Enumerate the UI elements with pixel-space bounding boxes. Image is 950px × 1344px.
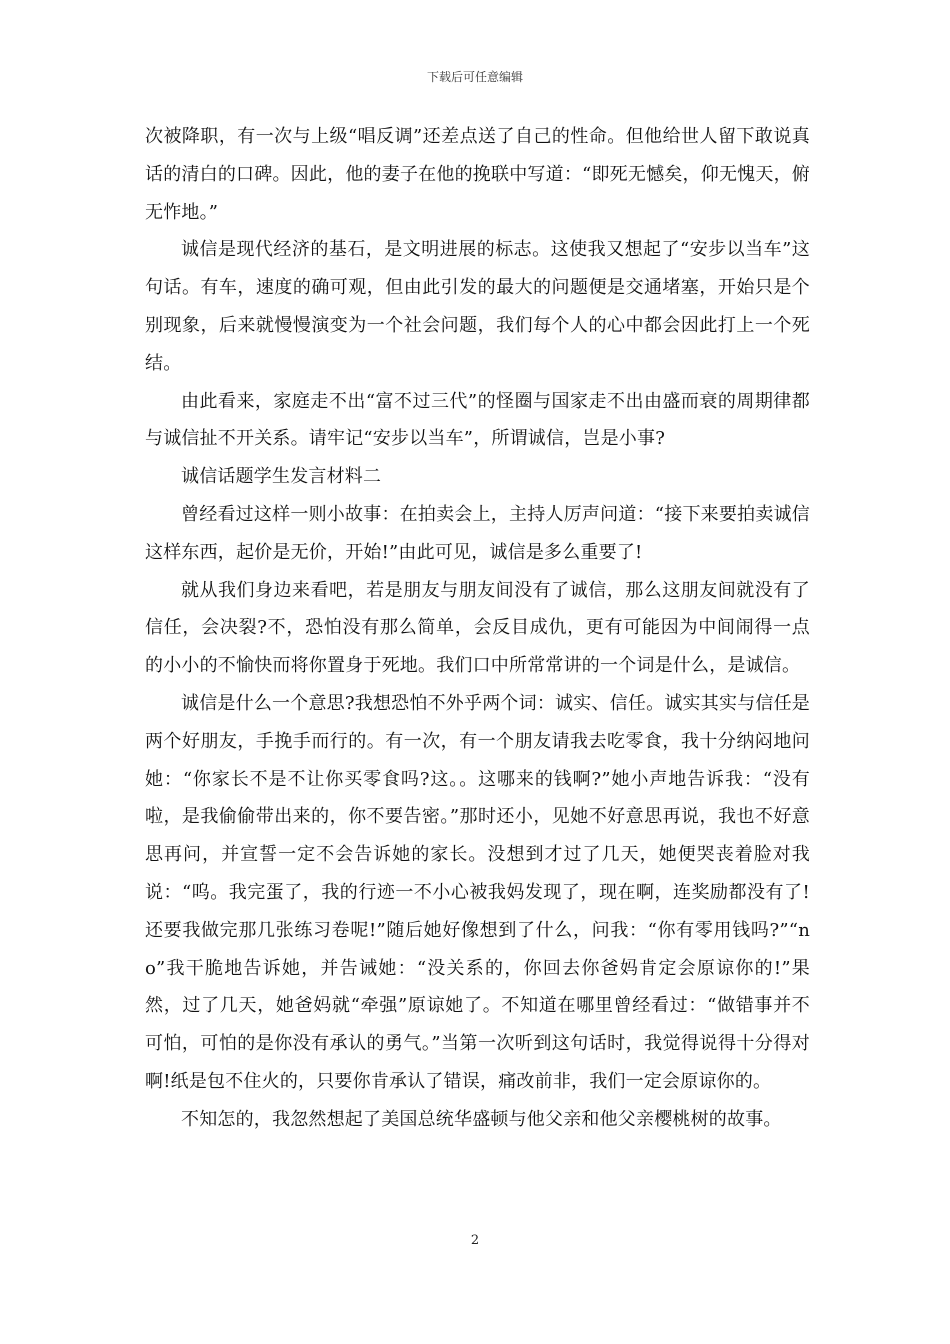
- paragraph: 不知怎的，我忽然想起了美国总统华盛顿与他父亲和他父亲樱桃树的故事。: [181, 1108, 782, 1130]
- paragraph: 诚信是什么一个意思?我想恐怕不外乎两个词：诚实、信任。诚实其实与信任是两个好朋友，手挽手而行的。有一次，有一个朋友请我去吃零食，我十分纳闷地问她：“你家长不是不让你买零食吗?这。。这哪来的钱啊?”她小声地告诉我：“没有啦，是我偷偷带出来的，你不要告密。”那时还小，见她不好意思再说，我也不好意思再问，并宣誓一定不会告诉她的家长。没想到才过了几天，她便哭丧着脸对我说：“呜。我完蛋了，我的行迹一不小心被我妈发现了，现在啊，连奖励都没有了!还要我做完那几张练习卷呢!”随后她好像想到了什么，问我：“你有零用钱吗?”“no”我干脆地告诉她，并告诫她：“没关系的，你回去你爸妈肯定会原谅你的!”果然，过了几天，她爸妈就“牵强”原谅她了。不知道在哪里曾经看过：“做错事并不可怕，可怕的是你没有承认的勇气。”当第一次听到这句话时，我觉得说得十分得对啊!纸是包不住火的，只要你肯承认了错误，痛改前非，我们一定会原谅你的。: [145, 692, 810, 1092]
- page-header: 下载后可任意编辑: [426, 70, 523, 84]
- document-body: [145, 118, 810, 1139]
- paragraph: 曾经看过这样一则小故事：在拍卖会上，主持人厉声问道：“接下来要拍卖诚信这样东西，起价是无价，开始!”由此可见，诚信是多么重要了!: [145, 503, 810, 563]
- page-number: 2: [470, 1233, 480, 1248]
- paragraph: 由此看来，家庭走不出“富不过三代”的怪圈与国家走不出由盛而衰的周期律都与诚信扯不开关系。请牢记“安步以当车”，所谓诚信，岂是小事?: [145, 390, 810, 450]
- paragraph: 就从我们身边来看吧，若是朋友与朋友间没有了诚信，那么这朋友间就没有了信任，会决裂?不，恐怕没有那么简单，会反目成仇，更有可能因为中间闹得一点的小小的不愉快而将你置身于死地。我们口中所常常讲的一个词是什么，是诚信。: [145, 579, 810, 677]
- section-heading: 诚信话题学生发言材料二: [181, 466, 382, 488]
- paragraph: 诚信是现代经济的基石，是文明进展的标志。这使我又想起了“安步以当车”这句话。有车，速度的确可观，但由此引发的最大的问题便是交通堵塞，开始只是个别现象，后来就慢慢演变为一个社会问题，我们每个人的心中都会因此打上一个死结。: [145, 239, 810, 374]
- paragraph-continuation: 次被降职，有一次与上级“唱反调”还差点送了自己的性命。但他给世人留下敢说真话的清白的口碑。因此，他的妻子在他的挽联中写道：“即死无憾矣，仰无愧天，俯无怍地。”: [145, 126, 810, 223]
